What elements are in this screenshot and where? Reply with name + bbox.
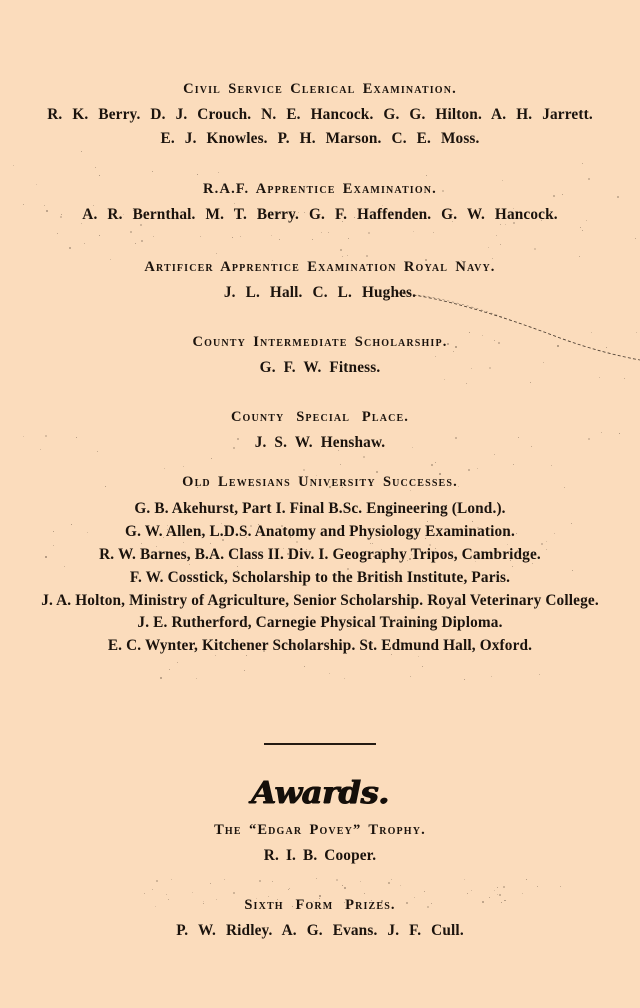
award-edgar-povey-trophy: [0, 822, 640, 865]
entry-line: E. J. Knowles. P. H. Marson. C. E. Moss.: [160, 130, 480, 147]
section-heading: County Special Place.: [230, 409, 410, 425]
entry-line: R. I. B. Cooper.: [263, 847, 377, 864]
section-heading: Old Lewesians University Successes.: [182, 474, 458, 490]
section-heading: Artificer Apprentice Examination Royal Navy.: [144, 259, 496, 275]
award-sixth-form-prizes: [0, 897, 640, 940]
awards-title: Awards.: [251, 775, 389, 811]
divider-rule: [264, 743, 376, 745]
section-county-intermediate-scholarship: [0, 334, 640, 377]
section-heading: Civil Service Clerical Examination.: [183, 81, 457, 97]
section-heading: County Intermediate Scholarship.: [192, 334, 448, 350]
entry-line: A. R. Bernthal. M. T. Berry. G. F. Haffenden. G. W. Hancock.: [82, 206, 558, 223]
entry-line: R. K. Berry. D. J. Crouch. N. E. Hancock. G. G. Hilton. A. H. Jarrett.: [47, 106, 593, 123]
entry-line: F. W. Cosstick, Scholarship to the British Institute, Paris.: [129, 569, 511, 586]
section-raf-apprentice: [0, 181, 640, 224]
entry-line: G. W. Allen, L.D.S. Anatomy and Physiology Examination.: [125, 523, 515, 540]
entry-line: J. L. Hall. C. L. Hughes.: [223, 284, 417, 301]
entry-line: R. W. Barnes, B.A. Class II. Div. I. Geography Tripos, Cambridge.: [99, 546, 541, 563]
section-artificer-apprentice: [0, 259, 640, 302]
entry-line: J. A. Holton, Ministry of Agriculture, Senior Scholarship. Royal Veterinary College.: [41, 592, 599, 609]
entry-line: J. E. Rutherford, Carnegie Physical Training Diploma.: [137, 614, 503, 632]
entry-line: P. W. Ridley. A. G. Evans. J. F. Cull.: [176, 922, 464, 939]
entry-line: G. B. Akehurst, Part I. Final B.Sc. Engineering (Lond.).: [134, 500, 506, 517]
section-divider: [0, 732, 640, 750]
section-heading: Sixth Form Prizes.: [244, 897, 396, 913]
section-old-lewesians-university-successes: [0, 474, 640, 655]
entry-line: J. S. W. Henshaw.: [254, 434, 386, 451]
section-civil-service: [0, 81, 640, 148]
section-heading: R.A.F. Apprentice Examination.: [203, 181, 437, 197]
entry-line: E. C. Wynter, Kitchener Scholarship. St. Edmund Hall, Oxford.: [107, 637, 533, 655]
section-heading: The “Edgar Povey” Trophy.: [214, 822, 426, 838]
section-county-special-place: [0, 409, 640, 452]
entry-line: G. F. W. Fitness.: [259, 359, 381, 376]
